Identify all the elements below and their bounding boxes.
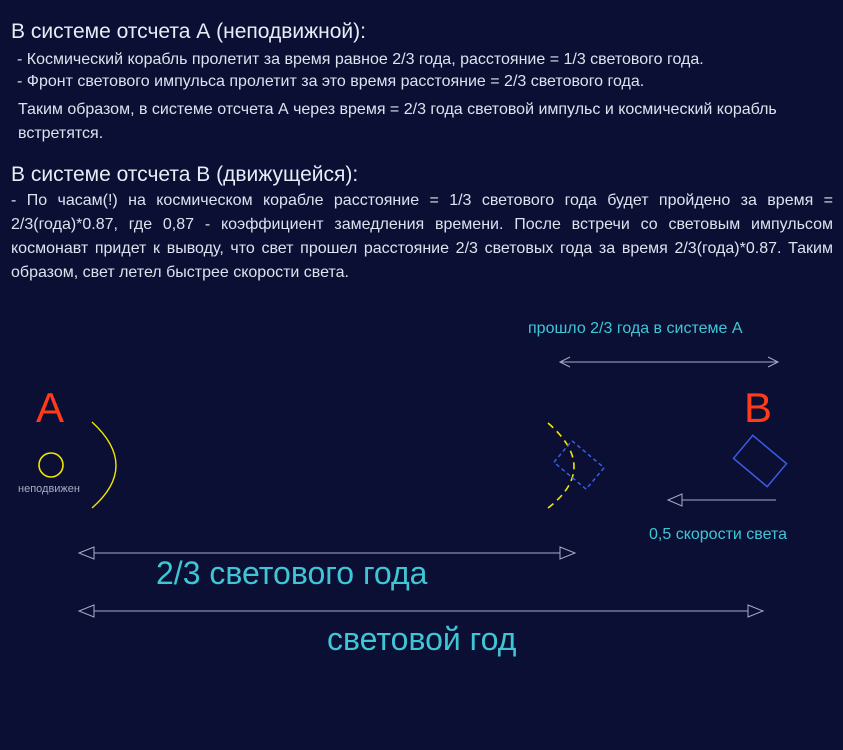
speed-label: 0,5 скорости света — [649, 526, 788, 543]
frame-b-heading: В системе отсчета В (движущейся): — [11, 163, 359, 186]
label-a: A — [36, 384, 65, 431]
stationary-label: неподвижен — [18, 483, 80, 495]
frame-b-paragraph: - По часам(!) на космическом корабле расстояние = 1/3 светового года будет пройдено за время = 2/3(года)*0.87, где 0,87 - коэффициент замедления времени. После встречи со световым импульсом космонавт придет к выводу, что свет прошел расстояние 2/3 световых года за время 2/3(года)*0.87. Таким образом, свет летел быстрее скорости света. — [11, 192, 833, 281]
light-front-arc — [548, 423, 574, 508]
elapsed-time-label: прошло 2/3 года в системе А — [528, 320, 743, 337]
label-b: B — [744, 384, 773, 431]
distance-short-label: 2/3 светового года — [156, 555, 428, 591]
distance-long-label: световой год — [327, 621, 517, 657]
distance-long-arrow — [79, 605, 763, 617]
velocity-arrow — [668, 494, 776, 506]
elapsed-arrow — [560, 357, 778, 367]
observer-a-circle — [39, 453, 63, 477]
spaceship-b — [734, 435, 787, 486]
frame-a-conclusion: Таким образом, в системе отсчета А через время = 2/3 года световой импульс и космический корабль встретятся. — [18, 101, 777, 142]
frame-a-heading: В системе отсчета А (неподвижной): — [11, 20, 366, 43]
frame-a-bullet-2: - Фронт светового импульса пролетит за это время расстояние = 2/3 светового года. — [17, 73, 645, 90]
spaceship-meeting — [554, 441, 604, 489]
frame-a-bullet-1: - Космический корабль пролетит за время равное 2/3 года, расстояние = 1/3 светового года. — [17, 51, 704, 68]
light-pulse-emission-arc — [92, 422, 116, 508]
